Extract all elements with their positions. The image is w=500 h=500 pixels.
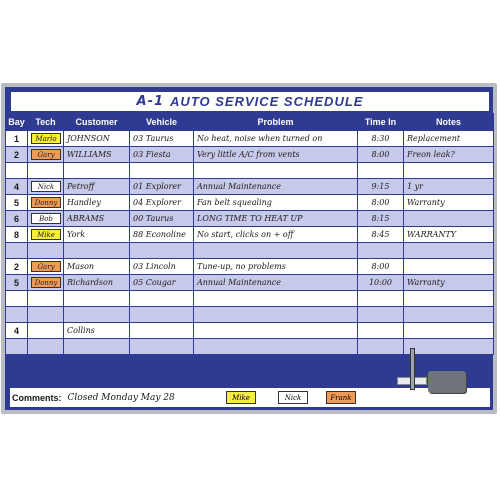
time-in-cell[interactable] <box>358 307 404 323</box>
time-in-cell[interactable]: 8:00 <box>358 259 404 275</box>
tech-cell[interactable] <box>28 211 64 227</box>
customer-cell[interactable]: WILLIAMS <box>64 147 130 163</box>
vehicle-cell[interactable] <box>130 323 194 339</box>
title-text: AUTO SERVICE SCHEDULE <box>170 94 364 109</box>
column-header: Tech <box>28 113 64 131</box>
legend-tag-nick[interactable]: Nick <box>278 391 308 404</box>
notes-cell[interactable]: Freon leak? <box>404 147 494 163</box>
column-header: Notes <box>404 113 494 131</box>
tech-tag[interactable]: Nick <box>31 181 61 192</box>
problem-cell[interactable]: Tune-up, no problems <box>194 259 358 275</box>
tech-cell[interactable] <box>28 243 64 259</box>
column-header: Bay <box>6 113 28 131</box>
customer-cell[interactable]: ABRAMS <box>64 211 130 227</box>
notes-cell[interactable] <box>404 339 494 355</box>
notes-cell[interactable] <box>404 163 494 179</box>
title-prefix: A-1 <box>136 94 165 109</box>
bay-cell[interactable] <box>6 243 28 259</box>
notes-cell[interactable] <box>404 323 494 339</box>
vehicle-cell[interactable] <box>130 243 194 259</box>
problem-cell[interactable]: Very little A/C from vents <box>194 147 358 163</box>
tech-tag[interactable]: Donny <box>31 197 61 208</box>
table-row <box>6 307 494 323</box>
time-in-cell[interactable]: 9:15 <box>358 179 404 195</box>
customer-cell[interactable] <box>64 291 130 307</box>
tech-cell[interactable] <box>28 259 64 275</box>
table-row <box>6 163 494 179</box>
table-row <box>6 275 494 291</box>
time-in-cell[interactable]: 10:00 <box>358 275 404 291</box>
time-in-cell[interactable]: 8:00 <box>358 147 404 163</box>
bay-cell[interactable] <box>6 163 28 179</box>
vehicle-cell[interactable]: 00 Taurus <box>130 211 194 227</box>
table-row <box>6 131 494 147</box>
vehicle-cell[interactable]: 04 Explorer <box>130 195 194 211</box>
notes-cell[interactable]: Replacement <box>404 131 494 147</box>
problem-cell[interactable]: No heat, noise when turned on <box>194 131 358 147</box>
tech-cell[interactable] <box>28 307 64 323</box>
tech-cell[interactable] <box>28 179 64 195</box>
bay-cell[interactable]: 8 <box>6 227 28 243</box>
column-header: Customer <box>64 113 130 131</box>
vehicle-cell[interactable]: 05 Cougar <box>130 275 194 291</box>
board-title <box>10 91 490 112</box>
table-row <box>6 179 494 195</box>
vehicle-cell[interactable] <box>130 339 194 355</box>
table-row <box>6 147 494 163</box>
customer-cell[interactable]: Collins <box>64 323 130 339</box>
table-row <box>6 323 494 339</box>
notes-cell[interactable] <box>404 243 494 259</box>
tech-cell[interactable] <box>28 163 64 179</box>
tech-tag[interactable]: Mike <box>31 229 61 240</box>
column-header: Time In <box>358 113 404 131</box>
problem-cell[interactable]: Fan belt squealing <box>194 195 358 211</box>
notes-cell[interactable]: 1 yr <box>404 179 494 195</box>
vehicle-cell[interactable]: 03 Fiesta <box>130 147 194 163</box>
vehicle-cell[interactable]: 03 Taurus <box>130 131 194 147</box>
customer-cell[interactable] <box>64 307 130 323</box>
comments-label: Comments: <box>12 392 62 403</box>
table-row <box>6 227 494 243</box>
problem-cell[interactable] <box>194 243 358 259</box>
customer-cell[interactable]: Mason <box>64 259 130 275</box>
notes-cell[interactable] <box>404 291 494 307</box>
tech-cell[interactable] <box>28 147 64 163</box>
bay-cell[interactable]: 5 <box>6 275 28 291</box>
bay-cell[interactable] <box>6 307 28 323</box>
notes-cell[interactable]: WARRANTY <box>404 227 494 243</box>
customer-cell[interactable]: Richardson <box>64 275 130 291</box>
legend-tag-mike[interactable]: Mike <box>226 391 256 404</box>
tech-cell[interactable] <box>28 291 64 307</box>
tech-cell[interactable] <box>28 227 64 243</box>
vehicle-cell[interactable]: 03 Lincoln <box>130 259 194 275</box>
tech-tag[interactable]: Gary <box>31 261 61 272</box>
time-in-cell[interactable] <box>358 339 404 355</box>
problem-cell[interactable] <box>194 339 358 355</box>
table-row <box>6 259 494 275</box>
table-row <box>6 339 494 355</box>
time-in-cell[interactable] <box>358 163 404 179</box>
table-row <box>6 195 494 211</box>
tech-cell[interactable] <box>28 275 64 291</box>
bay-cell[interactable]: 4 <box>6 323 28 339</box>
problem-cell[interactable] <box>194 307 358 323</box>
tech-tag[interactable]: Gary <box>31 149 61 160</box>
column-header: Problem <box>194 113 358 131</box>
customer-cell[interactable]: Petroff <box>64 179 130 195</box>
problem-cell[interactable]: No start, clicks on + off <box>194 227 358 243</box>
customer-cell[interactable]: JOHNSON <box>64 131 130 147</box>
customer-cell[interactable] <box>64 339 130 355</box>
bay-cell[interactable] <box>6 339 28 355</box>
bay-cell[interactable]: 4 <box>6 179 28 195</box>
time-in-cell[interactable]: 8:00 <box>358 195 404 211</box>
marker-icon[interactable] <box>410 348 415 390</box>
problem-cell[interactable]: Annual Maintenance <box>194 275 358 291</box>
time-in-cell[interactable] <box>358 291 404 307</box>
vehicle-cell[interactable]: 01 Explorer <box>130 179 194 195</box>
notes-cell[interactable]: Warranty <box>404 195 494 211</box>
problem-cell[interactable]: Annual Maintenance <box>194 179 358 195</box>
time-in-cell[interactable]: 8:30 <box>358 131 404 147</box>
notes-cell[interactable] <box>404 211 494 227</box>
bay-cell[interactable]: 6 <box>6 211 28 227</box>
bay-cell[interactable]: 1 <box>6 131 28 147</box>
bay-cell[interactable]: 2 <box>6 147 28 163</box>
vehicle-cell[interactable] <box>130 163 194 179</box>
notes-cell[interactable]: Warranty <box>404 275 494 291</box>
bay-cell[interactable]: 2 <box>6 259 28 275</box>
problem-cell[interactable] <box>194 163 358 179</box>
vehicle-cell[interactable] <box>130 291 194 307</box>
vehicle-cell[interactable]: 88 Econoline <box>130 227 194 243</box>
customer-cell[interactable] <box>64 163 130 179</box>
table-row <box>6 211 494 227</box>
bay-cell[interactable] <box>6 291 28 307</box>
customer-cell[interactable] <box>64 243 130 259</box>
legend-tag-frank[interactable]: Frank <box>326 391 356 404</box>
tech-tag[interactable]: Marlo <box>31 133 61 144</box>
table-row <box>6 291 494 307</box>
table-row <box>6 243 494 259</box>
time-in-cell[interactable]: 8:45 <box>358 227 404 243</box>
bay-cell[interactable]: 5 <box>6 195 28 211</box>
tech-tag[interactable]: Bob <box>31 213 61 224</box>
problem-cell[interactable]: LONG TIME TO HEAT UP <box>194 211 358 227</box>
comments-text: Closed Monday May 28 <box>67 392 175 403</box>
eraser-icon[interactable] <box>428 371 466 393</box>
notes-cell[interactable] <box>404 259 494 275</box>
customer-cell[interactable]: York <box>64 227 130 243</box>
time-in-cell[interactable] <box>358 323 404 339</box>
tech-tag[interactable]: Donny <box>31 277 61 288</box>
tech-cell[interactable] <box>28 195 64 211</box>
notes-cell[interactable] <box>404 307 494 323</box>
time-in-cell[interactable]: 8:15 <box>358 211 404 227</box>
problem-cell[interactable] <box>194 323 358 339</box>
customer-cell[interactable]: Handley <box>64 195 130 211</box>
tech-cell[interactable] <box>28 131 64 147</box>
column-header: Vehicle <box>130 113 194 131</box>
tech-cell[interactable] <box>28 339 64 355</box>
tech-cell[interactable] <box>28 323 64 339</box>
time-in-cell[interactable] <box>358 243 404 259</box>
problem-cell[interactable] <box>194 291 358 307</box>
header-row <box>6 113 494 131</box>
vehicle-cell[interactable] <box>130 307 194 323</box>
schedule-table <box>5 113 494 355</box>
